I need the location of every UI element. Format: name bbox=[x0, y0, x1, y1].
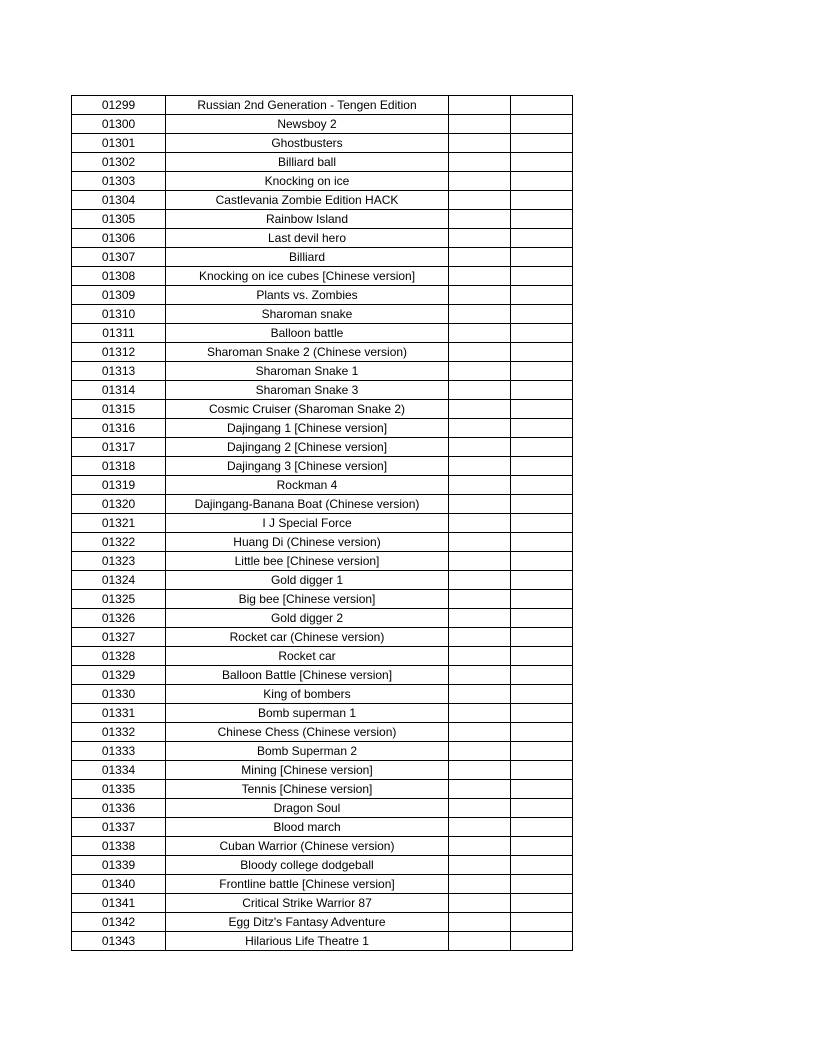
table-row bbox=[72, 381, 573, 400]
game-id-cell: 01324 bbox=[72, 571, 166, 590]
empty-cell bbox=[511, 400, 573, 419]
game-id-cell: 01320 bbox=[72, 495, 166, 514]
empty-cell bbox=[511, 514, 573, 533]
empty-cell bbox=[449, 704, 511, 723]
game-id-cell: 01310 bbox=[72, 305, 166, 324]
game-title-cell: Castlevania Zombie Edition HACK bbox=[166, 191, 449, 210]
game-title-cell: Mining [Chinese version] bbox=[166, 761, 449, 780]
empty-cell bbox=[449, 476, 511, 495]
empty-cell bbox=[449, 590, 511, 609]
table-row bbox=[72, 210, 573, 229]
table-row bbox=[72, 324, 573, 343]
game-title-cell: Bomb superman 1 bbox=[166, 704, 449, 723]
empty-cell bbox=[511, 780, 573, 799]
table-row bbox=[72, 666, 573, 685]
game-id-cell: 01340 bbox=[72, 875, 166, 894]
game-title-cell: Plants vs. Zombies bbox=[166, 286, 449, 305]
game-title-cell: Tennis [Chinese version] bbox=[166, 780, 449, 799]
empty-cell bbox=[511, 818, 573, 837]
empty-cell bbox=[449, 229, 511, 248]
empty-cell bbox=[449, 533, 511, 552]
table-row bbox=[72, 609, 573, 628]
empty-cell bbox=[449, 457, 511, 476]
game-title-cell: Russian 2nd Generation - Tengen Edition bbox=[166, 96, 449, 115]
empty-cell bbox=[511, 438, 573, 457]
game-id-cell: 01316 bbox=[72, 419, 166, 438]
empty-cell bbox=[449, 381, 511, 400]
game-id-cell: 01308 bbox=[72, 267, 166, 286]
game-list-table bbox=[71, 95, 573, 951]
empty-cell bbox=[449, 248, 511, 267]
table-row bbox=[72, 552, 573, 571]
empty-cell bbox=[511, 552, 573, 571]
empty-cell bbox=[511, 913, 573, 932]
empty-cell bbox=[511, 761, 573, 780]
empty-cell bbox=[449, 818, 511, 837]
table-row bbox=[72, 875, 573, 894]
game-title-cell: Sharoman Snake 2 (Chinese version) bbox=[166, 343, 449, 362]
game-id-cell: 01318 bbox=[72, 457, 166, 476]
empty-cell bbox=[449, 343, 511, 362]
game-title-cell: Rocket car bbox=[166, 647, 449, 666]
empty-cell bbox=[511, 343, 573, 362]
table-row bbox=[72, 628, 573, 647]
empty-cell bbox=[449, 932, 511, 951]
game-title-cell: Billiard bbox=[166, 248, 449, 267]
empty-cell bbox=[511, 210, 573, 229]
empty-cell bbox=[449, 685, 511, 704]
table-row bbox=[72, 362, 573, 381]
empty-cell bbox=[511, 647, 573, 666]
empty-cell bbox=[449, 628, 511, 647]
empty-cell bbox=[449, 400, 511, 419]
game-title-cell: Sharoman Snake 1 bbox=[166, 362, 449, 381]
table-row bbox=[72, 438, 573, 457]
game-title-cell: Bomb Superman 2 bbox=[166, 742, 449, 761]
table-row bbox=[72, 723, 573, 742]
empty-cell bbox=[449, 267, 511, 286]
table-row bbox=[72, 932, 573, 951]
game-id-cell: 01332 bbox=[72, 723, 166, 742]
empty-cell bbox=[449, 856, 511, 875]
empty-cell bbox=[449, 286, 511, 305]
empty-cell bbox=[511, 742, 573, 761]
game-id-cell: 01319 bbox=[72, 476, 166, 495]
game-title-cell: Egg Ditz's Fantasy Adventure bbox=[166, 913, 449, 932]
table-row bbox=[72, 590, 573, 609]
table-row bbox=[72, 343, 573, 362]
empty-cell bbox=[511, 685, 573, 704]
table-row bbox=[72, 533, 573, 552]
game-title-cell: Hilarious Life Theatre 1 bbox=[166, 932, 449, 951]
game-title-cell: Knocking on ice bbox=[166, 172, 449, 191]
empty-cell bbox=[449, 780, 511, 799]
table-row bbox=[72, 229, 573, 248]
empty-cell bbox=[511, 267, 573, 286]
empty-cell bbox=[511, 590, 573, 609]
game-id-cell: 01312 bbox=[72, 343, 166, 362]
empty-cell bbox=[511, 799, 573, 818]
empty-cell bbox=[511, 571, 573, 590]
table-row bbox=[72, 913, 573, 932]
empty-cell bbox=[511, 191, 573, 210]
table-row bbox=[72, 495, 573, 514]
empty-cell bbox=[511, 704, 573, 723]
game-id-cell: 01301 bbox=[72, 134, 166, 153]
empty-cell bbox=[449, 115, 511, 134]
game-id-cell: 01335 bbox=[72, 780, 166, 799]
table-row bbox=[72, 267, 573, 286]
empty-cell bbox=[449, 837, 511, 856]
game-title-cell: Rocket car (Chinese version) bbox=[166, 628, 449, 647]
empty-cell bbox=[511, 172, 573, 191]
game-id-cell: 01302 bbox=[72, 153, 166, 172]
table-row bbox=[72, 172, 573, 191]
empty-cell bbox=[449, 305, 511, 324]
empty-cell bbox=[449, 799, 511, 818]
empty-cell bbox=[511, 305, 573, 324]
game-title-cell: Dragon Soul bbox=[166, 799, 449, 818]
game-id-cell: 01328 bbox=[72, 647, 166, 666]
empty-cell bbox=[511, 875, 573, 894]
table-row bbox=[72, 134, 573, 153]
empty-cell bbox=[511, 153, 573, 172]
empty-cell bbox=[449, 894, 511, 913]
game-id-cell: 01330 bbox=[72, 685, 166, 704]
table-row bbox=[72, 856, 573, 875]
game-id-cell: 01314 bbox=[72, 381, 166, 400]
game-id-cell: 01341 bbox=[72, 894, 166, 913]
table-row bbox=[72, 115, 573, 134]
empty-cell bbox=[449, 723, 511, 742]
empty-cell bbox=[449, 609, 511, 628]
empty-cell bbox=[449, 324, 511, 343]
game-id-cell: 01300 bbox=[72, 115, 166, 134]
game-title-cell: Rainbow Island bbox=[166, 210, 449, 229]
empty-cell bbox=[511, 286, 573, 305]
game-title-cell: Chinese Chess (Chinese version) bbox=[166, 723, 449, 742]
game-id-cell: 01309 bbox=[72, 286, 166, 305]
game-id-cell: 01331 bbox=[72, 704, 166, 723]
empty-cell bbox=[449, 552, 511, 571]
table-row bbox=[72, 780, 573, 799]
game-id-cell: 01304 bbox=[72, 191, 166, 210]
game-title-cell: Blood march bbox=[166, 818, 449, 837]
game-id-cell: 01315 bbox=[72, 400, 166, 419]
table-row bbox=[72, 685, 573, 704]
game-id-cell: 01303 bbox=[72, 172, 166, 191]
table-row bbox=[72, 191, 573, 210]
game-title-cell: Frontline battle [Chinese version] bbox=[166, 875, 449, 894]
empty-cell bbox=[511, 362, 573, 381]
game-id-cell: 01317 bbox=[72, 438, 166, 457]
game-id-cell: 01311 bbox=[72, 324, 166, 343]
game-id-cell: 01323 bbox=[72, 552, 166, 571]
game-title-cell: Gold digger 2 bbox=[166, 609, 449, 628]
empty-cell bbox=[511, 628, 573, 647]
empty-cell bbox=[449, 761, 511, 780]
empty-cell bbox=[511, 666, 573, 685]
table-row bbox=[72, 761, 573, 780]
game-title-cell: I J Special Force bbox=[166, 514, 449, 533]
empty-cell bbox=[449, 362, 511, 381]
table-row bbox=[72, 514, 573, 533]
game-id-cell: 01299 bbox=[72, 96, 166, 115]
table-row bbox=[72, 647, 573, 666]
game-title-cell: Dajingang 1 [Chinese version] bbox=[166, 419, 449, 438]
game-title-cell: Bloody college dodgeball bbox=[166, 856, 449, 875]
game-title-cell: Little bee [Chinese version] bbox=[166, 552, 449, 571]
game-id-cell: 01307 bbox=[72, 248, 166, 267]
game-id-cell: 01339 bbox=[72, 856, 166, 875]
game-title-cell: Sharoman Snake 3 bbox=[166, 381, 449, 400]
table-row bbox=[72, 286, 573, 305]
empty-cell bbox=[511, 96, 573, 115]
table-row bbox=[72, 476, 573, 495]
empty-cell bbox=[511, 115, 573, 134]
game-title-cell: Balloon Battle [Chinese version] bbox=[166, 666, 449, 685]
game-title-cell: Gold digger 1 bbox=[166, 571, 449, 590]
game-id-cell: 01327 bbox=[72, 628, 166, 647]
table-row bbox=[72, 571, 573, 590]
empty-cell bbox=[449, 191, 511, 210]
empty-cell bbox=[511, 533, 573, 552]
empty-cell bbox=[449, 153, 511, 172]
table-row bbox=[72, 153, 573, 172]
game-title-cell: Big bee [Chinese version] bbox=[166, 590, 449, 609]
game-id-cell: 01342 bbox=[72, 913, 166, 932]
empty-cell bbox=[449, 647, 511, 666]
table-row bbox=[72, 704, 573, 723]
game-id-cell: 01326 bbox=[72, 609, 166, 628]
game-title-cell: Rockman 4 bbox=[166, 476, 449, 495]
empty-cell bbox=[449, 210, 511, 229]
table-row bbox=[72, 894, 573, 913]
game-title-cell: Billiard ball bbox=[166, 153, 449, 172]
game-title-cell: Ghostbusters bbox=[166, 134, 449, 153]
table-row bbox=[72, 742, 573, 761]
empty-cell bbox=[511, 837, 573, 856]
empty-cell bbox=[511, 723, 573, 742]
empty-cell bbox=[449, 134, 511, 153]
game-title-cell: Dajingang 3 [Chinese version] bbox=[166, 457, 449, 476]
game-title-cell: Knocking on ice cubes [Chinese version] bbox=[166, 267, 449, 286]
empty-cell bbox=[449, 96, 511, 115]
game-title-cell: Critical Strike Warrior 87 bbox=[166, 894, 449, 913]
empty-cell bbox=[511, 856, 573, 875]
empty-cell bbox=[449, 666, 511, 685]
game-title-cell: Sharoman snake bbox=[166, 305, 449, 324]
table-row bbox=[72, 96, 573, 115]
game-title-cell: Cuban Warrior (Chinese version) bbox=[166, 837, 449, 856]
empty-cell bbox=[449, 875, 511, 894]
game-id-cell: 01338 bbox=[72, 837, 166, 856]
empty-cell bbox=[511, 476, 573, 495]
empty-cell bbox=[449, 514, 511, 533]
table-row bbox=[72, 837, 573, 856]
empty-cell bbox=[511, 229, 573, 248]
empty-cell bbox=[511, 932, 573, 951]
table-row bbox=[72, 400, 573, 419]
empty-cell bbox=[449, 172, 511, 191]
table-row bbox=[72, 248, 573, 267]
empty-cell bbox=[511, 419, 573, 438]
empty-cell bbox=[511, 324, 573, 343]
game-id-cell: 01334 bbox=[72, 761, 166, 780]
game-id-cell: 01321 bbox=[72, 514, 166, 533]
empty-cell bbox=[511, 457, 573, 476]
game-id-cell: 01337 bbox=[72, 818, 166, 837]
empty-cell bbox=[511, 248, 573, 267]
empty-cell bbox=[511, 134, 573, 153]
empty-cell bbox=[449, 571, 511, 590]
game-title-cell: Dajingang 2 [Chinese version] bbox=[166, 438, 449, 457]
empty-cell bbox=[449, 438, 511, 457]
game-id-cell: 01325 bbox=[72, 590, 166, 609]
empty-cell bbox=[449, 742, 511, 761]
table-row bbox=[72, 305, 573, 324]
empty-cell bbox=[449, 495, 511, 514]
game-list-body bbox=[72, 96, 573, 951]
game-id-cell: 01343 bbox=[72, 932, 166, 951]
game-title-cell: Last devil hero bbox=[166, 229, 449, 248]
game-title-cell: Dajingang-Banana Boat (Chinese version) bbox=[166, 495, 449, 514]
empty-cell bbox=[511, 609, 573, 628]
game-id-cell: 01306 bbox=[72, 229, 166, 248]
game-id-cell: 01333 bbox=[72, 742, 166, 761]
game-title-cell: Newsboy 2 bbox=[166, 115, 449, 134]
game-id-cell: 01329 bbox=[72, 666, 166, 685]
table-row bbox=[72, 419, 573, 438]
empty-cell bbox=[511, 495, 573, 514]
empty-cell bbox=[449, 419, 511, 438]
empty-cell bbox=[511, 894, 573, 913]
empty-cell bbox=[511, 381, 573, 400]
game-title-cell: Cosmic Cruiser (Sharoman Snake 2) bbox=[166, 400, 449, 419]
game-title-cell: King of bombers bbox=[166, 685, 449, 704]
game-id-cell: 01305 bbox=[72, 210, 166, 229]
game-title-cell: Huang Di (Chinese version) bbox=[166, 533, 449, 552]
table-row bbox=[72, 818, 573, 837]
game-title-cell: Balloon battle bbox=[166, 324, 449, 343]
game-id-cell: 01313 bbox=[72, 362, 166, 381]
game-id-cell: 01336 bbox=[72, 799, 166, 818]
table-row bbox=[72, 457, 573, 476]
table-row bbox=[72, 799, 573, 818]
empty-cell bbox=[449, 913, 511, 932]
game-id-cell: 01322 bbox=[72, 533, 166, 552]
